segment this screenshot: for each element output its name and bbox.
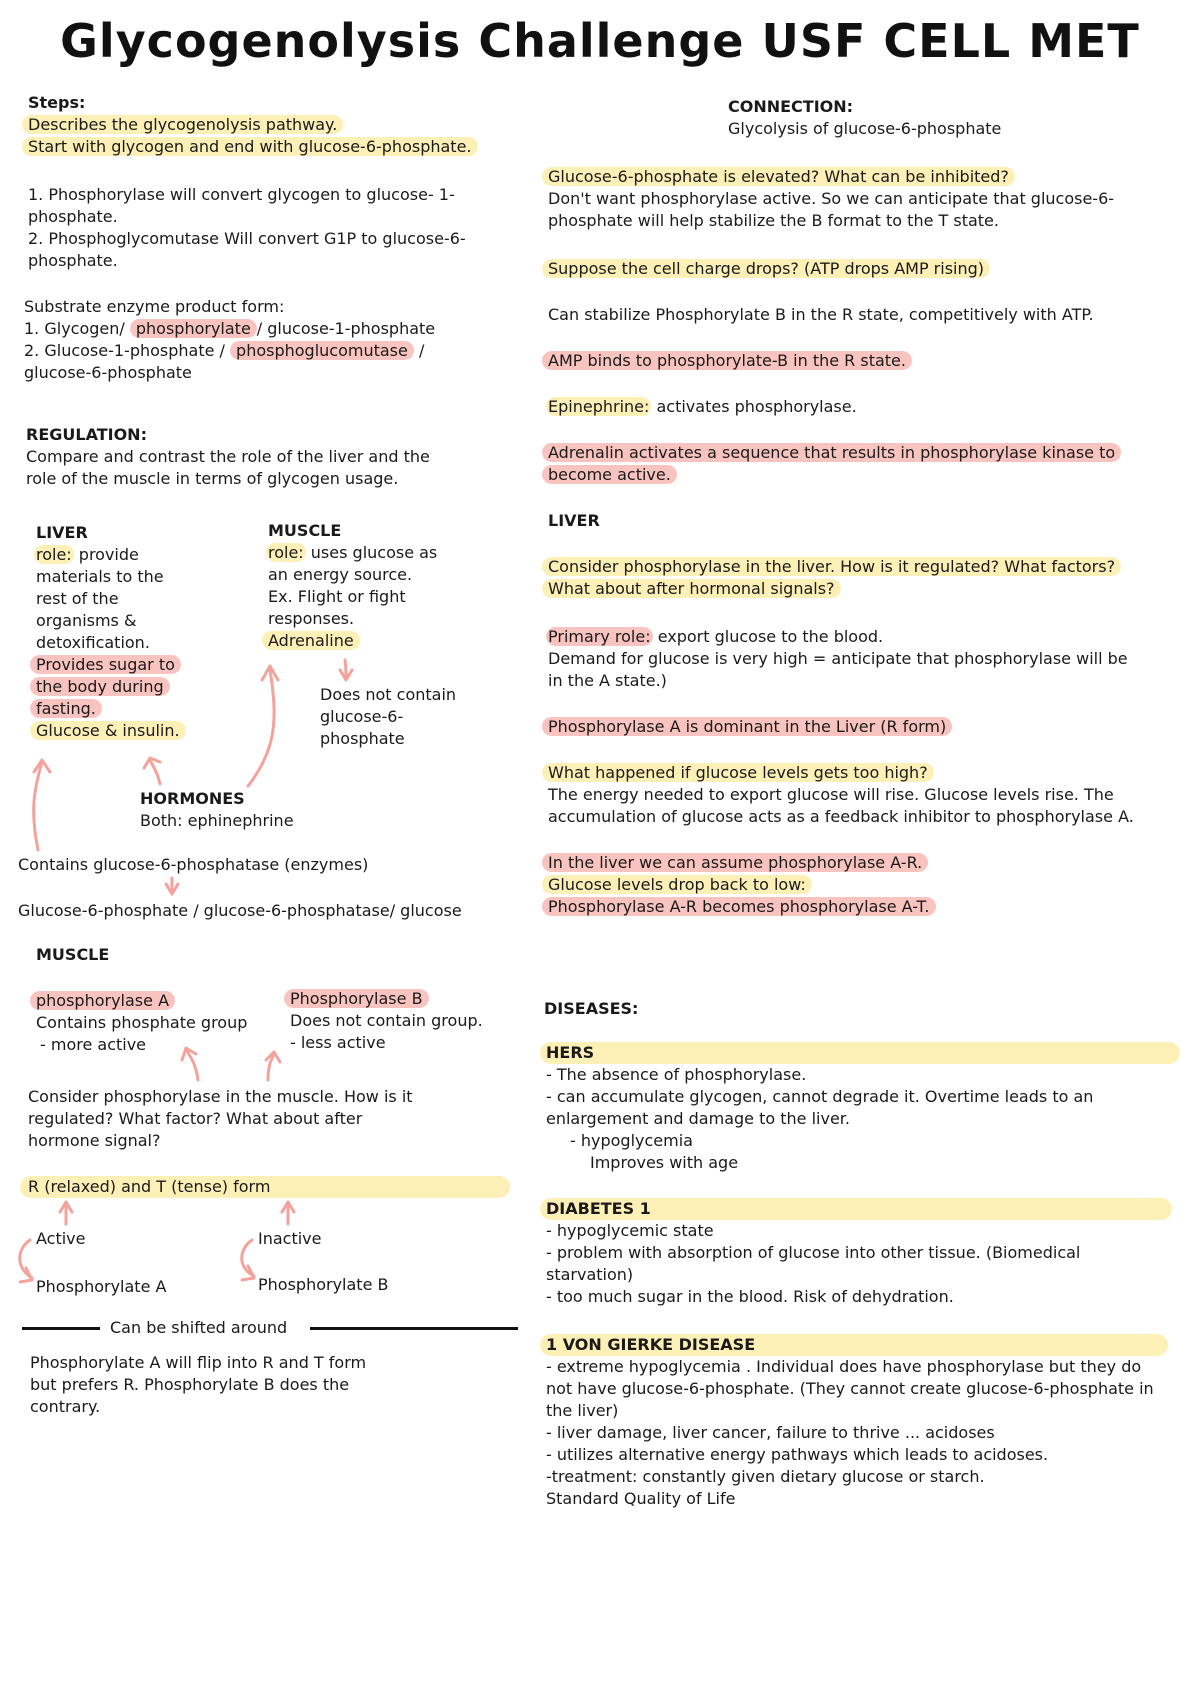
liver-right-label: LIVER <box>548 511 600 530</box>
vongierke-line: the liver) <box>546 1401 619 1420</box>
hers-improves: Improves with age <box>590 1153 739 1172</box>
vongierke-line: -treatment: constantly given dietary glucose or starch. <box>546 1467 985 1486</box>
epinephrine-rest: activates phosphorylase. <box>651 397 857 416</box>
vongierke-line: not have glucose-6-phosphate. (They cannot create glucose-6-phosphate in <box>546 1379 1154 1398</box>
phosphorylate-b: Phosphorylate B <box>258 1275 389 1294</box>
glucose-drop: Glucose levels drop back to low: <box>542 875 812 894</box>
a-cell-charge: Can stabilize Phosphorylate B in the R state, competitively with ATP. <box>548 305 1094 324</box>
liver-role-key: role: <box>36 545 72 564</box>
regulation-desc: Compare and contrast the role of the liver and the <box>26 447 430 466</box>
g6p-reaction: Glucose-6-phosphate / glucose-6-phosphatase/ glucose <box>18 901 462 920</box>
consider-muscle: hormone signal? <box>28 1131 161 1150</box>
vongierke-line: - liver damage, liver cancer, failure to thrive ... acidoses <box>546 1423 995 1442</box>
adrenalin-line: Adrenalin activates a sequence that results in phosphorylase kinase to <box>542 443 1121 462</box>
arrow-curl-active <box>20 1240 32 1278</box>
hers-line: enlargement and damage to the liver. <box>546 1109 850 1128</box>
muscle-role-key: role: <box>268 543 304 562</box>
phosphorylate-a: Phosphorylate A <box>36 1277 167 1296</box>
glucose-high-answer: accumulation of glucose acts as a feedback inhibitor to phosphorylase A. <box>548 807 1134 826</box>
phos-a-line: - more active <box>40 1035 147 1054</box>
diabetes-line: starvation) <box>546 1265 634 1284</box>
q-g6p-elevated: Glucose-6-phosphate is elevated? What can be inhibited? <box>542 167 1015 186</box>
liver-hormones: Glucose & insulin. <box>30 721 186 740</box>
sep2-a: 2. Glucose-1-phosphate / <box>24 341 231 360</box>
vongierke-line: - utilizes alternative energy pathways which leads to acidoses. <box>546 1445 1049 1464</box>
sep1-enzyme: phosphorylate <box>130 319 257 338</box>
vongierke-label: 1 VON GIERKE DISEASE <box>546 1335 756 1354</box>
diabetes-label: DIABETES 1 <box>546 1199 651 1218</box>
flip-line: Phosphorylate A will flip into R and T form <box>30 1353 367 1372</box>
phosphorylase-dominant: Phosphorylase A is dominant in the Liver (R form) <box>542 717 952 736</box>
muscle-role-line: Ex. Flight or fight <box>268 587 406 606</box>
step-line: 2. Phosphoglycomutase Will convert G1P to glucose-6- <box>28 229 466 248</box>
arrow-adrenaline-to-no-g6p <box>345 660 346 676</box>
vongierke-line: Standard Quality of Life <box>546 1489 736 1508</box>
flip-line: but prefers R. Phosphorylate B does the <box>30 1375 350 1394</box>
rt-form: R (relaxed) and T (tense) form <box>28 1177 271 1196</box>
hormones-label: HORMONES <box>140 789 245 808</box>
liver-sugar-line: the body during <box>30 677 170 696</box>
phos-b-line: Does not contain group. <box>290 1011 483 1030</box>
muscle-label: MUSCLE <box>268 521 342 540</box>
primary-role-rest: export glucose to the blood. <box>652 627 884 646</box>
demand-line: in the A state.) <box>548 671 667 690</box>
vongierke-line: - extreme hypoglycemia . Individual does have phosphorylase but they do <box>546 1357 1142 1376</box>
hers-label: HERS <box>546 1043 595 1062</box>
substrate-enzyme-label: Substrate enzyme product form: <box>24 297 285 316</box>
liver-label: LIVER <box>36 523 88 542</box>
muscle-role-line: responses. <box>268 609 355 628</box>
hers-line: - The absence of phosphorylase. <box>546 1065 807 1084</box>
hers-hypoglycemia: - hypoglycemia <box>570 1131 693 1150</box>
arrow-curl-inactive <box>242 1240 254 1276</box>
step-line: 1. Phosphorylase will convert glycogen to glucose- 1- <box>28 185 455 204</box>
a-g6p-line: Don't want phosphorylase active. So we can anticipate that glucose-6- <box>548 189 1115 208</box>
diseases-label: DISEASES: <box>544 999 639 1018</box>
amp-binds: AMP binds to phosphorylate-B in the R state. <box>542 351 912 370</box>
epinephrine-key: Epinephrine: <box>548 397 650 416</box>
sep1-a: 1. Glycogen/ <box>24 319 130 338</box>
diabetes-line: - problem with absorption of glucose into other tissue. (Biomedical <box>546 1243 1081 1262</box>
liver-role-line: rest of the <box>36 589 119 608</box>
phosphorylase-b-label: Phosphorylase B <box>284 989 429 1008</box>
liver-role-line: organisms & <box>36 611 137 630</box>
steps-desc-line: Describes the glycogenolysis pathway. <box>22 115 343 134</box>
connection-sub: Glycolysis of glucose-6-phosphate <box>728 119 1002 138</box>
regulation-label: REGULATION: <box>26 425 147 444</box>
liver-sugar-line: fasting. <box>30 699 102 718</box>
sep2-b: / <box>413 341 425 360</box>
phos-b-line: - less active <box>290 1033 386 1052</box>
arrow-contains-to-liver <box>34 762 42 850</box>
liver-question: What about after hormonal signals? <box>542 579 841 598</box>
regulation-desc: role of the muscle in terms of glycogen usage. <box>26 469 399 488</box>
muscle-role-line: an energy source. <box>268 565 413 584</box>
liver-question: Consider phosphorylase in the liver. How is it regulated? What factors? <box>542 557 1121 576</box>
hers-highlight <box>540 1042 1180 1064</box>
glucose-high-question: What happened if glucose levels gets too high? <box>542 763 934 782</box>
inactive-label: Inactive <box>258 1229 322 1248</box>
no-g6p-line: Does not contain <box>320 685 457 704</box>
glucose-high-answer: The energy needed to export glucose will rise. Glucose levels rise. The <box>548 785 1114 804</box>
liver-sugar-line: Provides sugar to <box>30 655 181 674</box>
liver-role-line: detoxification. <box>36 633 150 652</box>
ar-becomes-at: Phosphorylase A-R becomes phosphorylase A-T. <box>542 897 936 916</box>
muscle-hormone: Adrenaline <box>262 631 360 650</box>
q-cell-charge: Suppose the cell charge drops? (ATP drops AMP rising) <box>542 259 990 278</box>
demand-line: Demand for glucose is very high = anticipate that phosphorylase will be <box>548 649 1128 668</box>
active-label: Active <box>36 1229 86 1248</box>
no-g6p-line: phosphate <box>320 729 405 748</box>
arrow-hormones-to-liver <box>150 760 160 784</box>
muscle2-label: MUSCLE <box>36 945 110 964</box>
muscle-role-rest: uses glucose as <box>305 543 438 562</box>
page-title: Glycogenolysis Challenge USF CELL MET <box>60 14 1140 68</box>
sep1-b: / glucose-1-phosphate <box>256 319 436 338</box>
liver-role-line: materials to the <box>36 567 164 586</box>
step-line: phosphate. <box>28 207 118 226</box>
flip-line: contrary. <box>30 1397 101 1416</box>
no-g6p-line: glucose-6- <box>320 707 404 726</box>
phosphorylase-a-label: phosphorylase A <box>30 991 175 1010</box>
a-g6p-line: phosphate will help stabilize the B format to the T state. <box>548 211 999 230</box>
diabetes-line: - too much sugar in the blood. Risk of dehydration. <box>546 1287 954 1306</box>
contains-g6pase: Contains glucose-6-phosphatase (enzymes) <box>18 855 369 874</box>
shift-label: Can be shifted around <box>110 1318 288 1337</box>
step-line: phosphate. <box>28 251 118 270</box>
liver-role-rest: provide <box>73 545 139 564</box>
diabetes-line: - hypoglycemic state <box>546 1221 714 1240</box>
sep2-enzyme: phosphoglucomutase <box>230 341 414 360</box>
steps-desc-line: Start with glycogen and end with glucose-6-phosphate. <box>22 137 478 156</box>
consider-muscle: regulated? What factor? What about after <box>28 1109 363 1128</box>
hormones-both: Both: ephinephrine <box>140 811 294 830</box>
steps-label: Steps: <box>28 93 86 112</box>
assume-ar: In the liver we can assume phosphorylase A-R. <box>542 853 928 872</box>
phos-a-line: Contains phosphate group <box>36 1013 248 1032</box>
primary-role-key: Primary role: <box>548 627 651 646</box>
sep2-c: glucose-6-phosphate <box>24 363 192 382</box>
hers-line: - can accumulate glycogen, cannot degrade it. Overtime leads to an <box>546 1087 1094 1106</box>
adrenalin-line: become active. <box>542 465 677 484</box>
connection-label: CONNECTION: <box>728 97 854 116</box>
consider-muscle: Consider phosphorylase in the muscle. How is it <box>28 1087 413 1106</box>
arrow-hormones-to-muscle <box>248 670 274 786</box>
